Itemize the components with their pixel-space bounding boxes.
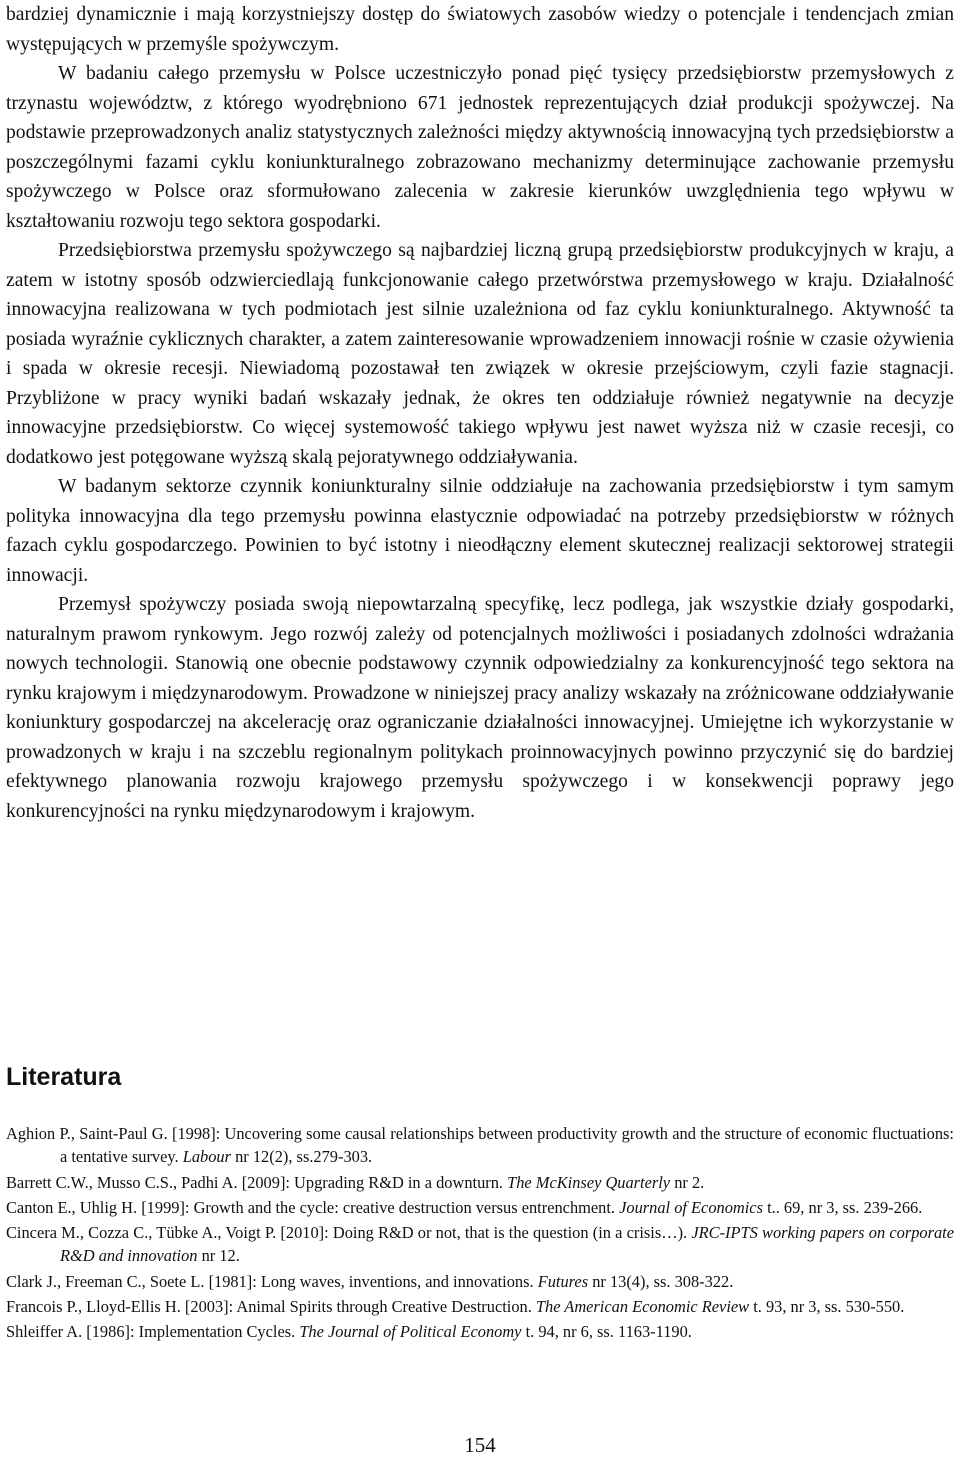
reference-tail: nr 2. [670,1172,705,1192]
reference-lead: Cincera M., Cozza C., Tübke A., Voigt P. [2010]: Doing R&D or not, that is the question (in a crisis…). [6,1223,692,1243]
reference-journal: Journal of Economics [619,1197,763,1217]
reference-tail: nr 12. [197,1246,240,1266]
reference-item [6,1320,954,1343]
paragraph: Przemysł spożywczy posiada swoją niepowtarzalną specyfikę, lecz podlega, jak wszystkie działy gospodarki, naturalnym prawom rynkowym. Jego rozwój zależy od potencjalnych możliwości i posiadanych zdolności wdrażania nowych technologii. Stanowią one obecnie podstawowy czynnik odpowiedzialny za konkurencyjność tego sektora na rynku krajowym i międzynarodowym. Prowadzone w niniejszej pracy analizy wskazały na zróżnicowane oddziaływanie koniunktury gospodarczej na akcelerację oraz ograniczanie działalności innowacyjnej. Umiejętne ich wykorzystanie w prowadzonych w kraju i na szczeblu regionalnym politykach proinnowacyjnych powinno przyczynić się do bardziej efektywnego planowania rozwoju krajowego przemysłu spożywczego i w konsekwencji poprawy jego konkurencyjności na rynku międzynarodowym i krajowym. [6,594,954,822]
reference-item [6,1171,954,1194]
reference-lead: Aghion P., Saint-Paul G. [1998]: Uncovering some causal relationships between productivity growth and the structure of economic fluctuations: a tentative survey. [6,1124,954,1167]
reference-item [6,1221,954,1268]
paragraph: bardziej dynamicznie i mają korzystniejszy dostęp do światowych zasobów wiedzy o potencjale i tendencjach zmian występujących w przemyśle spożywczym. [6,4,954,55]
paragraph: W badaniu całego przemysłu w Polsce uczestniczyło ponad pięć tysięcy przedsiębiorstw przemysłowych z trzynastu województw, z którego wyodrębniono 671 jednostek reprezentujących dział produkcji spożywczej. Na podstawie przeprowadzonych analiz statystycznych zależności między aktywnością innowacyjną tych przedsiębiorstw a poszczególnymi fazami cyklu koniunkturalnego zobrazowano mechanizmy determinujące zachowanie przemysłu spożywczego w Polsce oraz sformułowano zalecenia w zakresie kierunków uwzględnienia tego wpływu w kształtowaniu rozwoju tego sektora gospodarki. [6,63,954,232]
reference-journal: The Journal of Political Economy [299,1322,522,1342]
body-text [6,0,954,826]
reference-lead: Clark J., Freeman C., Soete L. [1981]: Long waves, inventions, and innovations. [6,1271,538,1291]
reference-item [6,1270,954,1293]
reference-lead: Barrett C.W., Musso C.S., Padhi A. [2009]: Upgrading R&D in a downturn. [6,1172,508,1192]
reference-item [6,1295,954,1318]
reference-tail: nr 13(4), ss. 308-322. [588,1271,734,1291]
section-heading: Literatura [6,1063,122,1091]
reference-lead: Canton E., Uhlig H. [1999]: Growth and the cycle: creative destruction versus entrenchment. [6,1197,620,1217]
reference-item [6,1196,954,1219]
paragraph: Przedsiębiorstwa przemysłu spożywczego są najbardziej liczną grupą przedsiębiorstw produkcyjnych w kraju, a zatem w istotny sposób odzwierciedlają funkcjonowanie całego przetwórstwa przemysłowego w kraju. Działalność innowacyjna realizowana w tych podmiotach jest silnie uzależniona od faz cyklu koniunkturalnego. Aktywność ta posiada wyraźnie cyklicznych charakter, a zatem zainteresowanie wprowadzeniem innowacji rośnie w czasie ożywienia i spada w okresie recesji. Niewiadomą pozostawał ten związek w okresie przejściowym, czyli fazie stagnacji. Przybliżone w pracy wyniki badań wskazały jednak, że okres ten oddziałuje również negatywnie na decyzje innowacyjne przedsiębiorstw. Co więcej systemowość takiego wpływu jest nawet wyższa niż w czasie recesji, co dodatkowo jest potęgowane wyższą skalą pejoratywnego oddziaływania. [6,240,954,468]
document-page [6,0,954,1460]
reference-lead: Francois P., Lloyd-Ellis H. [2003]: Animal Spirits through Creative Destruction. [6,1297,536,1317]
reference-journal: The American Economic Review [535,1297,750,1317]
reference-journal: The McKinsey Quarterly [507,1172,671,1192]
paragraph: W badanym sektorze czynnik koniunkturalny silnie oddziałuje na zachowania przedsiębiorstw i tym samym polityka innowacyjna dla tego przemysłu powinna elastycznie odpowiadać na potrzeby przedsiębiorstw w różnych fazach cyklu gospodarczego. Powinien to być istotny i nieodłączny element skutecznej realizacji sektorowej strategii innowacji. [6,476,954,586]
reference-journal: Labour [182,1147,232,1167]
reference-item [6,1122,954,1169]
page-number: 154 [464,1433,496,1457]
reference-tail: t. 93, nr 3, ss. 530-550. [749,1297,905,1317]
reference-tail: t.. 69, nr 3, ss. 239-266. [762,1197,923,1217]
reference-journal: Futures [537,1271,589,1291]
reference-tail: nr 12(2), ss.279-303. [231,1147,373,1167]
reference-list [6,1122,954,1346]
reference-lead: Shleiffer A. [1986]: Implementation Cycles. [6,1322,300,1342]
reference-journal: JRC-IPTS working papers on corporate R&D and innovation [60,1223,954,1266]
reference-tail: t. 94, nr 6, ss. 1163-1190. [521,1322,692,1342]
